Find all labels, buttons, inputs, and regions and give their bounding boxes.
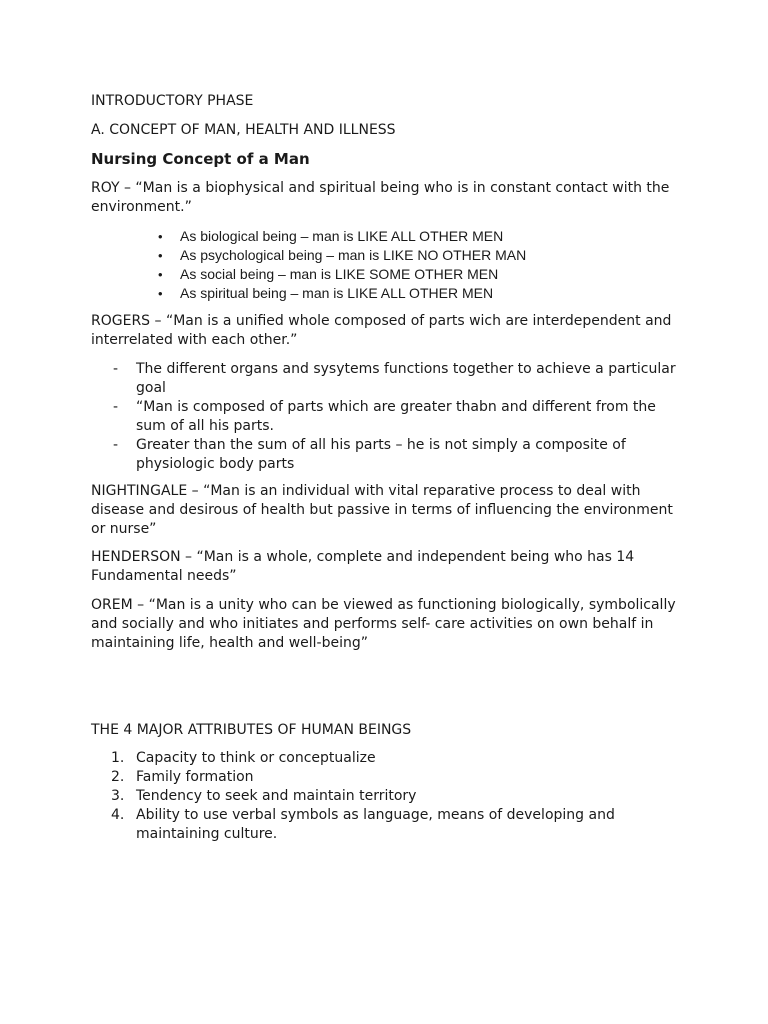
list-item-text: The different organs and sysytems functions together to achieve a particular goal [136, 361, 676, 396]
list-item [91, 246, 681, 265]
list-item [91, 398, 681, 436]
list-item [91, 768, 681, 787]
dash-marker: - [113, 399, 119, 415]
list-item-text: As psychological being – man is LIKE NO OTHER MAN [180, 247, 527, 263]
document-title: INTRODUCTORY PHASE [91, 93, 254, 109]
dash-marker: - [113, 437, 119, 453]
subheading-nursing-concept: Nursing Concept of a Man [91, 150, 310, 168]
paragraph-nightingale: NIGHTINGALE – “Man is an individual with vital reparative process to deal with disease and desirous of health but passive in terms of influencing the environment or nurse” [91, 483, 673, 537]
list-item-text: “Man is composed of parts which are greater thabn and different from the sum of all his parts. [136, 399, 656, 434]
roy-bullet-list [91, 227, 681, 303]
list-item [91, 806, 681, 844]
list-item-text: As social being – man is LIKE SOME OTHER MEN [180, 266, 499, 282]
bullet-marker: • [158, 286, 163, 301]
bullet-marker: • [158, 229, 163, 244]
attributes-heading: THE 4 MAJOR ATTRIBUTES OF HUMAN BEINGS [91, 722, 412, 738]
paragraph-rogers: ROGERS – “Man is a unified whole composed of parts wich are interdependent and interrelated with each other.” [91, 313, 672, 348]
list-item-text: Tendency to seek and maintain territory [136, 788, 417, 804]
bullet-marker: • [158, 267, 163, 282]
dash-marker: - [113, 361, 119, 377]
rogers-dash-list [91, 360, 681, 474]
list-item-text: Ability to use verbal symbols as language, means of developing and maintaining culture. [136, 807, 615, 842]
number-marker: 1. [111, 750, 125, 766]
paragraph-orem: OREM – “Man is a unity who can be viewed as functioning biologically, symbolically and socially and who initiates and performs self- care activities on own behalf in maintaining life, health and well-being” [91, 597, 676, 651]
list-item-text: As spiritual being – man is LIKE ALL OTHER MEN [180, 285, 494, 301]
section-heading-a: A. CONCEPT OF MAN, HEALTH AND ILLNESS [91, 122, 396, 138]
list-item-text: Capacity to think or conceptualize [136, 750, 376, 766]
list-item [91, 436, 681, 474]
number-marker: 2. [111, 769, 125, 785]
list-item-text: Greater than the sum of all his parts – he is not simply a composite of physiologic body parts [136, 437, 626, 472]
list-item [91, 360, 681, 398]
list-item [91, 787, 681, 806]
attributes-numbered-list [91, 749, 681, 844]
list-item-text: As biological being – man is LIKE ALL OTHER MEN [180, 228, 504, 244]
paragraph-henderson: HENDERSON – “Man is a whole, complete and independent being who has 14 Fundamental needs” [91, 549, 635, 584]
list-item [91, 749, 681, 768]
list-item [91, 227, 681, 246]
number-marker: 4. [111, 807, 125, 823]
paragraph-roy: ROY – “Man is a biophysical and spiritual being who is in constant contact with the environment.” [91, 180, 670, 215]
list-item [91, 265, 681, 284]
number-marker: 3. [111, 788, 125, 804]
list-item [91, 284, 681, 303]
list-item-text: Family formation [136, 769, 254, 785]
bullet-marker: • [158, 248, 163, 263]
